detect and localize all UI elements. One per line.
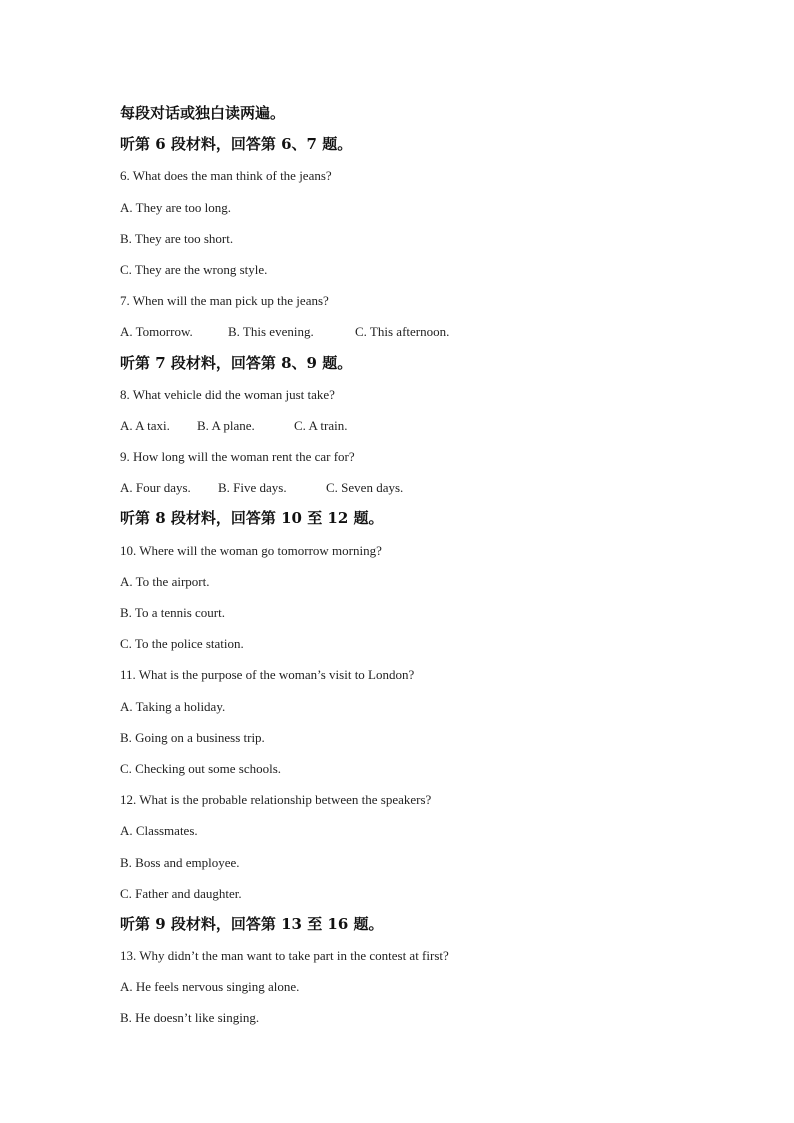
question-9-option-b: B. Five days. bbox=[218, 480, 287, 496]
question-12: 12. What is the probable relationship between the speakers? bbox=[120, 792, 432, 808]
question-9: 9. How long will the woman rent the car for? bbox=[120, 449, 355, 465]
question-9-option-a: A. Four days. bbox=[120, 480, 191, 496]
question-6: 6. What does the man think of the jeans? bbox=[120, 168, 332, 184]
question-10: 10. Where will the woman go tomorrow morning? bbox=[120, 542, 382, 558]
question-11-option-b: B. Going on a business trip. bbox=[120, 729, 265, 745]
question-13: 13. Why didn’t the man want to take part in the contest at first? bbox=[120, 948, 449, 964]
question-11-option-c: C. Checking out some schools. bbox=[120, 760, 282, 776]
section-heading-7: 听第 7 段材料，回答第 8、9 题。 bbox=[120, 353, 353, 372]
question-8-option-c: C. A train. bbox=[294, 417, 348, 433]
question-8-option-a: A. A taxi. bbox=[120, 417, 170, 433]
intro-instruction: 每段对话或独白读两遍。 bbox=[120, 104, 286, 122]
question-6-option-a: A. They are too long. bbox=[120, 199, 231, 215]
question-7: 7. When will the man pick up the jeans? bbox=[120, 293, 329, 309]
question-12-option-a: A. Classmates. bbox=[120, 823, 198, 839]
question-10-option-a: A. To the airport. bbox=[120, 573, 210, 589]
question-6-option-b: B. They are too short. bbox=[120, 230, 234, 246]
document-content bbox=[120, 98, 700, 1034]
section-heading-6: 听第 6 段材料，回答第 6、7 题。 bbox=[120, 135, 353, 154]
section-heading-9: 听第 9 段材料，回答第 13 至 16 题。 bbox=[120, 914, 384, 933]
question-7-option-b: B. This evening. bbox=[228, 324, 314, 340]
section-heading-8: 听第 8 段材料，回答第 10 至 12 题。 bbox=[120, 509, 384, 528]
question-7-option-c: C. This afternoon. bbox=[355, 324, 450, 340]
question-10-option-c: C. To the police station. bbox=[120, 636, 244, 652]
question-11: 11. What is the purpose of the woman’s visit to London? bbox=[120, 667, 415, 683]
question-7-option-a: A. Tomorrow. bbox=[120, 324, 193, 340]
question-13-option-a: A. He feels nervous singing alone. bbox=[120, 979, 300, 995]
question-6-option-c: C. They are the wrong style. bbox=[120, 261, 268, 277]
question-8: 8. What vehicle did the woman just take? bbox=[120, 386, 335, 402]
question-11-option-a: A. Taking a holiday. bbox=[120, 698, 226, 714]
question-9-option-c: C. Seven days. bbox=[326, 480, 404, 496]
question-9-options bbox=[120, 472, 700, 503]
question-13-option-b: B. He doesn’t like singing. bbox=[120, 1010, 260, 1026]
question-8-option-b: B. A plane. bbox=[197, 417, 255, 433]
question-12-option-c: C. Father and daughter. bbox=[120, 885, 242, 901]
question-10-option-b: B. To a tennis court. bbox=[120, 605, 226, 620]
question-12-option-b: B. Boss and employee. bbox=[120, 854, 240, 870]
question-8-options bbox=[120, 410, 700, 441]
question-7-options bbox=[120, 316, 700, 347]
